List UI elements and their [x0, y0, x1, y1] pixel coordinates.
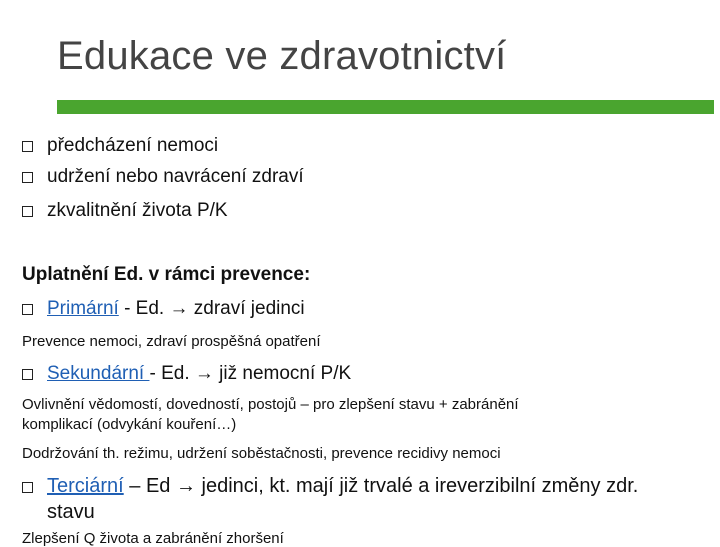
primary-link[interactable]: Primární: [47, 298, 119, 319]
tertiary-text-line2: stavu: [47, 501, 95, 523]
checkbox-bullet-icon: [22, 172, 33, 183]
title-accent-bar: [57, 100, 714, 114]
goal-text: předcházení nemoci: [47, 135, 219, 156]
tertiary-text: – Ed → jedinci, kt. mají již trvalé a ireverzibilní změny zdr.: [123, 475, 639, 497]
checkbox-bullet-icon: [22, 369, 33, 380]
primary-text: - Ed. → zdraví jedinci: [118, 298, 305, 319]
goal-item: [47, 200, 228, 222]
section-heading: Uplatnění Ed. v rámci prevence:: [22, 264, 311, 285]
tertiary-link[interactable]: Terciární: [47, 475, 124, 497]
checkbox-bullet-icon: [22, 206, 33, 217]
secondary-prevention-item: [47, 363, 351, 385]
goal-item: [47, 135, 218, 157]
primary-note: Prevence nemoci, zdraví prospěšná opatření: [22, 333, 321, 350]
tertiary-prevention-item: [47, 475, 638, 498]
primary-prevention-item: [47, 298, 305, 320]
slide-title: Edukace ve zdravotnictví: [57, 34, 507, 78]
secondary-note-line1: Ovlivnění vědomostí, dovedností, postojů – pro zlepšení stavu + zabránění: [22, 396, 519, 413]
tertiary-note-cut: Zlepšení Q života a zabránění zhoršení: [22, 530, 284, 547]
secondary-note2: Dodržování th. režimu, udržení soběstačnosti, prevence recidivy nemoci: [22, 445, 501, 462]
goal-text: zkvalitnění života P/K: [47, 200, 228, 221]
secondary-note-line2: komplikací (odvykání kouření…): [22, 416, 237, 433]
checkbox-bullet-icon: [22, 141, 33, 152]
secondary-link[interactable]: Sekundární: [47, 363, 150, 384]
checkbox-bullet-icon: [22, 482, 33, 493]
goal-text: udržení nebo navrácení zdraví: [47, 166, 304, 187]
goal-item: [47, 166, 304, 188]
checkbox-bullet-icon: [22, 304, 33, 315]
secondary-text: - Ed. → již nemocní P/K: [149, 363, 352, 384]
